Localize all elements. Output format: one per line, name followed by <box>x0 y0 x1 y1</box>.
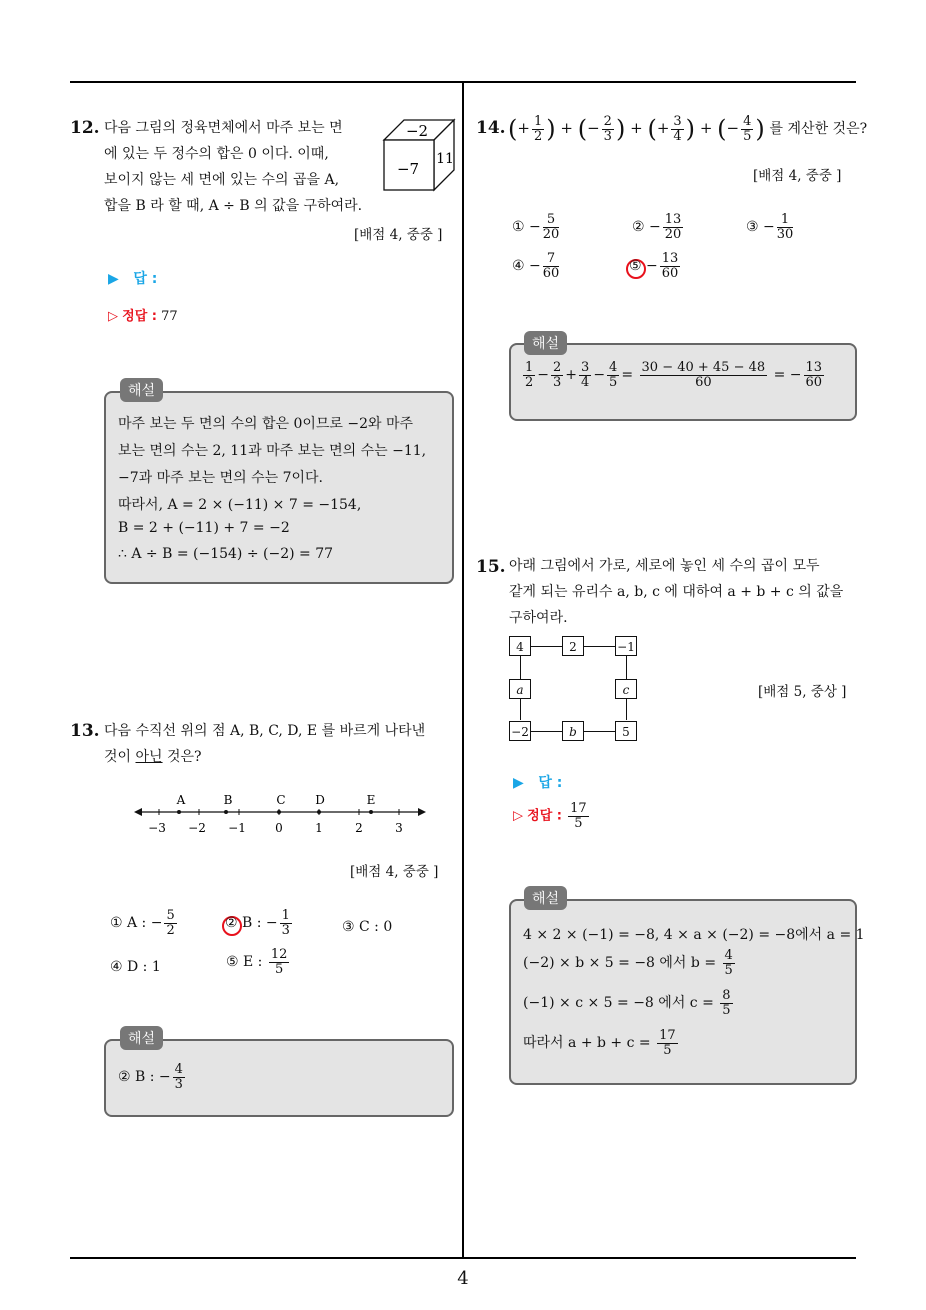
q15-explanation-box <box>509 899 865 1085</box>
outline-triangle-icon: ▷ <box>108 309 118 324</box>
tick-label: 3 <box>395 821 403 835</box>
grid-cell: a <box>509 679 531 699</box>
q12-correct-value: 77 <box>161 309 178 324</box>
point-label: D <box>315 793 325 807</box>
q12-text <box>104 115 394 219</box>
explanation-line: B = 2 + (−11) + 7 = −2 <box>118 520 290 536</box>
q13-option-2[interactable]: ② B : − $\frac{1}{3}$ <box>225 908 290 938</box>
outline-triangle-icon: ▷ <box>513 808 523 824</box>
q15-correct: ▷ 정답 : $\frac{17}{5}$ <box>513 801 587 831</box>
explanation-line: $\frac{1}{2}$ − $\frac{2}{3}$ + $\frac{3}{4}$ − $\frac{4}{5}$ = $\frac{30 - 40 + 45 - 48}{60}$ = − $\frac{13}{60}$ <box>525 360 823 390</box>
q15-correct-value: $\frac{17}{5}$ <box>570 801 587 831</box>
q15-answer-label: ▶ 답 : <box>513 775 563 791</box>
explanation-line: ∴ A ÷ B = (−154) ÷ (−2) = 77 <box>118 546 334 562</box>
explanation-line: (−1) × c × 5 = −8 에서 c = $\frac{8}{5}$ <box>523 988 731 1018</box>
q13-line: 다음 수직선 위의 점 A, B, C, D, E 를 바르게 나타낸 <box>104 723 426 739</box>
q14-option-4[interactable]: ④ − $\frac{7}{60}$ <box>512 251 560 281</box>
number-line <box>132 790 428 838</box>
q12-explanation-box <box>104 391 454 584</box>
point-label: A <box>176 793 186 807</box>
cube-figure <box>380 118 460 194</box>
q14-option-1[interactable]: ① − $\frac{5}{20}$ <box>512 212 560 242</box>
bottom-rule <box>70 1257 856 1259</box>
q14-number: 14. <box>476 118 506 138</box>
q15-explanation-tag: 해설 <box>524 886 567 910</box>
q12-number: 12. <box>70 118 100 138</box>
q13-option-1[interactable]: ① A : − $\frac{5}{2}$ <box>110 908 175 938</box>
tick-label: 1 <box>315 821 323 835</box>
cube-top-value: −2 <box>405 122 429 140</box>
explanation-line: 마주 보는 두 면의 수의 합은 0이므로 −2와 마주 <box>118 416 414 432</box>
q12-meta: [배점 4, 중중 ] <box>354 227 443 243</box>
q15-line: 아래 그림에서 가로, 세로에 놓인 세 수의 곱이 모두 <box>509 558 820 574</box>
grid-cell: −1 <box>615 636 637 656</box>
q15-text <box>509 553 843 631</box>
grid-cell: c <box>615 679 637 699</box>
q12-correct: ▷ 정답 : 77 <box>108 309 178 324</box>
tick-label: −2 <box>188 821 206 835</box>
explanation-line: (−2) × b × 5 = −8 에서 b = $\frac{4}{5}$ <box>523 948 733 978</box>
grid-cell: −2 <box>509 721 531 741</box>
q13-number: 13. <box>70 721 100 741</box>
point-label: C <box>276 793 286 807</box>
explanation-line: ② B : − $\frac{4}{3}$ <box>118 1062 183 1092</box>
explanation-line: 4 × 2 × (−1) = −8, 4 × a × (−2) = −8에서 a = 1 <box>523 927 865 943</box>
cube-side-value: 11 <box>436 151 454 167</box>
q14-option-3[interactable]: ③ − $\frac{1}{30}$ <box>746 212 794 242</box>
q12-answer-label: ▶ 답 : <box>108 271 158 287</box>
q12-line: 다음 그림의 정육면체에서 마주 보는 면 <box>104 120 343 136</box>
tick-label: −3 <box>148 821 166 835</box>
q14-expression: (+ $\frac{1}{2}$ ) + (− $\frac{2}{3}$ ) + (+ $\frac{3}{4}$ ) + (− $\frac{4}{5}$ ) 를 계산한 것은? <box>508 114 868 144</box>
point-label: B <box>223 793 233 807</box>
page-number: 4 <box>457 1268 469 1289</box>
q14-meta: [배점 4, 중중 ] <box>753 168 842 184</box>
q13-explanation-tag: 해설 <box>120 1026 163 1050</box>
cube-front-value: −7 <box>396 160 420 178</box>
q13-explanation-box <box>104 1039 454 1117</box>
q15-meta: [배점 5, 중상 ] <box>758 684 847 700</box>
explanation-line: 보는 면의 수는 2, 11과 마주 보는 면의 수는 −11, <box>118 443 427 459</box>
explanation-line: 따라서 a + b + c = $\frac{17}{5}$ <box>523 1028 676 1058</box>
q13-option-5[interactable]: ⑤ E : $\frac{12}{5}$ <box>226 947 288 977</box>
grid-cell: 4 <box>509 636 531 656</box>
q14-option-5[interactable]: ⑤ − $\frac{13}{60}$ <box>629 251 679 281</box>
triangle-icon: ▶ <box>513 775 524 791</box>
tick-label: −1 <box>228 821 246 835</box>
point-label: E <box>366 793 376 807</box>
q14-option-2[interactable]: ② − $\frac{13}{20}$ <box>632 212 682 242</box>
triangle-icon: ▶ <box>108 271 119 287</box>
q15-number: 15. <box>476 557 506 577</box>
explanation-line: 따라서, A = 2 × (−11) × 7 = −154, <box>118 497 362 513</box>
grid-cell: 2 <box>562 636 584 656</box>
q15-line: 구하여라. <box>509 610 568 626</box>
explanation-line: −7과 마주 보는 면의 수는 7이다. <box>118 470 324 486</box>
column-divider <box>462 81 464 1259</box>
q13-option-3[interactable]: ③ C : 0 <box>342 919 393 935</box>
tick-label: 2 <box>355 821 363 835</box>
q12-explanation-tag: 해설 <box>120 378 163 402</box>
q13-text <box>104 718 425 770</box>
grid-cell: b <box>562 721 584 741</box>
q14-explanation-tag: 해설 <box>524 331 567 355</box>
q12-line: 에 있는 두 정수의 합은 0 이다. 이때, <box>104 146 329 162</box>
q12-line: 합을 B 라 할 때, A ÷ B 의 값을 구하여라. <box>104 198 363 214</box>
tick-label: 0 <box>275 821 283 835</box>
q13-option-4[interactable]: ④ D : 1 <box>110 959 161 975</box>
q13-meta: [배점 4, 중중 ] <box>350 864 439 880</box>
q13-line: 것이 아닌 것은? <box>104 749 202 765</box>
q12-line: 보이지 않는 세 면에 있는 수의 곱을 A, <box>104 172 340 188</box>
grid-cell: 5 <box>615 721 637 741</box>
q15-line: 같게 되는 유리수 a, b, c 에 대하여 a + b + c 의 값을 <box>509 584 844 600</box>
